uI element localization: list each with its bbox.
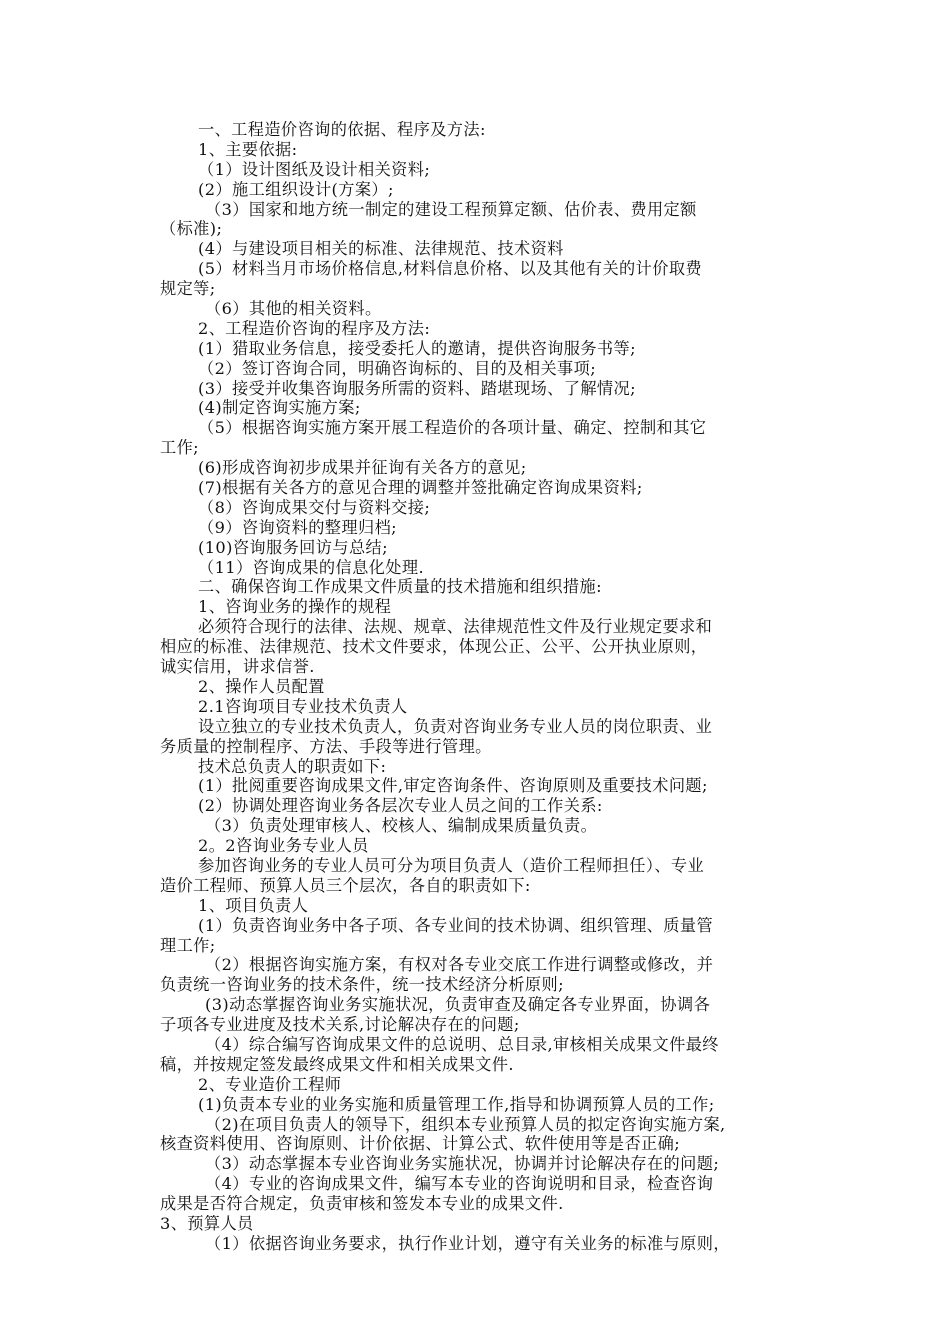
text-line: 2。2咨询业务专业人员 xyxy=(198,836,369,856)
text-line: 二、确保咨询工作成果文件质量的技术措施和组织措施: xyxy=(198,577,602,597)
text-line: 成果是否符合规定，负责审核和签发本专业的成果文件. xyxy=(160,1194,564,1214)
text-line: 子项各专业进度及技术关系,讨论解决存在的问题; xyxy=(160,1015,520,1035)
text-line: 务质量的控制程序、方法、手段等进行管理。 xyxy=(160,736,492,756)
text-line: (1）负责咨询业务中各子项、各专业间的技术协调、组织管理、质量管 xyxy=(198,915,714,935)
text-line: 造价工程师、预算人员三个层次，各自的职责如下: xyxy=(160,875,531,895)
text-line: （2）签订咨询合同，明确咨询标的、目的及相关事项; xyxy=(198,358,597,378)
text-line: 3、预算人员 xyxy=(160,1213,254,1233)
text-line: 2、专业造价工程师 xyxy=(198,1074,342,1094)
text-line: (3）接受并收集咨询服务所需的资料、踏堪现场、了解情况; xyxy=(198,378,636,398)
text-line: （标准); xyxy=(160,219,223,239)
text-line: 稿，并按规定签发最终成果文件和相关成果文件. xyxy=(160,1054,514,1074)
text-line: （6）其他的相关资料。 xyxy=(205,299,382,319)
text-line: (7)根据有关各方的意见合理的调整并签批确定咨询成果资料; xyxy=(198,478,643,498)
text-line: 参加咨询业务的专业人员可分为项目负责人（造价工程师担任）、专业 xyxy=(198,855,705,875)
text-line: 一、工程造价咨询的依据、程序及方法: xyxy=(198,120,486,139)
text-line: （5）根据咨询实施方案开展工程造价的各项计量、确定、控制和其它 xyxy=(198,418,707,438)
text-line: (4）与建设项目相关的标准、法律规范、技术资料 xyxy=(198,239,564,259)
text-line: （2)在项目负责人的领导下，组织本专业预算人员的拟定咨询实施方案, xyxy=(205,1114,726,1134)
text-line: (5）材料当月市场价格信息,材料信息价格、以及其他有关的计价取费 xyxy=(198,259,702,279)
text-line: （1）依据咨询业务要求，执行作业计划，遵守有关业务的标准与原则， xyxy=(205,1233,730,1253)
text-line: (3)动态掌握咨询业务实施状况，负责审查及确定各专业界面，协调各 xyxy=(205,995,711,1015)
document-body xyxy=(160,120,792,1254)
text-line: （2）根据咨询实施方案，有权对各专业交底工作进行调整或修改，并 xyxy=(205,955,714,975)
text-line: (1）猎取业务信息，接受委托人的邀请，提供咨询服务书等; xyxy=(198,338,636,358)
text-line: （11）咨询成果的信息化处理. xyxy=(198,557,424,577)
text-line: (1)负责本专业的业务实施和质量管理工作,指导和协调预算人员的工作; xyxy=(198,1094,715,1114)
text-line: 2、操作人员配置 xyxy=(198,676,325,696)
text-line: （4）专业的咨询成果文件，编写本专业的咨询说明和目录，检查咨询 xyxy=(205,1174,714,1194)
text-line: (2）协调处理咨询业务各层次专业人员之间的工作关系: xyxy=(198,796,603,816)
text-line: 必须符合现行的法律、法规、规章、法律规范性文件及行业规定要求和 xyxy=(198,617,713,637)
text-line: （1）设计图纸及设计相关资料; xyxy=(198,159,431,179)
text-line: 2.1咨询项目专业技术负责人 xyxy=(198,696,408,716)
text-line: 工作; xyxy=(160,438,200,458)
text-line: 相应的标准、法律规范、技术文件要求，体现公正、公平、公开执业原则， xyxy=(160,637,708,657)
text-line: (6)形成咨询初步成果并征询有关各方的意见; xyxy=(198,458,527,478)
text-line: 理工作; xyxy=(160,935,216,955)
text-line: (10)咨询服务回访与总结; xyxy=(198,537,388,557)
text-line: (2）施工组织设计(方案）; xyxy=(198,179,394,199)
text-line: 2、工程造价咨询的程序及方法: xyxy=(198,318,431,338)
text-line: (1）批阅重要咨询成果文件,审定咨询条件、咨询原则及重要技术问题; xyxy=(198,776,708,796)
text-line: （3）动态掌握本专业咨询业务实施状况，协调并讨论解决存在的问题; xyxy=(205,1154,720,1174)
text-line: 设立独立的专业技术负责人，负责对咨询业务专业人员的岗位职责、业 xyxy=(198,716,713,736)
text-line: （4）综合编写咨询成果文件的总说明、总目录,审核相关成果文件最终 xyxy=(205,1034,719,1054)
text-line: （9）咨询资料的整理归档; xyxy=(198,517,398,537)
text-line: 技术总负责人的职责如下: xyxy=(198,756,387,776)
text-line: （3）负责处理审核人、校核人、编制成果质量负责。 xyxy=(205,816,598,836)
text-line: （3）国家和地方统一制定的建设工程预算定额、估价表、费用定额 xyxy=(205,199,697,219)
text-line: 规定等; xyxy=(160,279,216,299)
text-line: 1、咨询业务的操作的规程 xyxy=(198,597,392,617)
text-line: (4)制定咨询实施方案; xyxy=(198,398,361,418)
text-line: 1、项目负责人 xyxy=(198,895,309,915)
text-line: （8）咨询成果交付与资料交接; xyxy=(198,497,431,517)
text-line: 核查资料使用、咨询原则、计价依据、计算公式、软件使用等是否正确; xyxy=(160,1134,681,1154)
text-line: 负责统一咨询业务的技术条件，统一技术经济分析原则; xyxy=(160,975,564,995)
text-line: 1、主要依据: xyxy=(198,139,298,159)
text-line: 诚实信用，讲求信誉. xyxy=(160,657,315,677)
